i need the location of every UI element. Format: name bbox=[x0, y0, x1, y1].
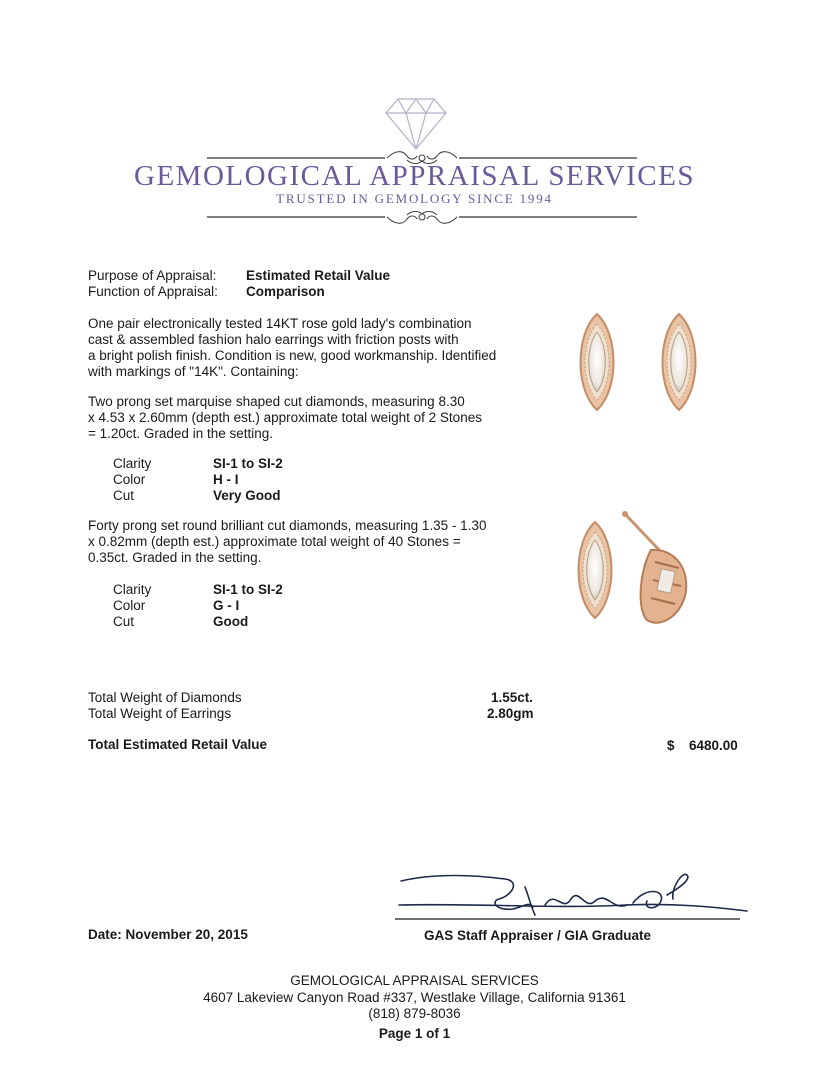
primary-clarity-label: Clarity bbox=[113, 456, 152, 471]
primary-color-value: H - I bbox=[213, 472, 239, 487]
logo-title: GEMOLOGICAL APPRAISAL SERVICES bbox=[134, 160, 695, 192]
secondary-clarity-value: SI-1 to SI-2 bbox=[213, 582, 283, 597]
stones-line: Forty prong set round brilliant cut diamonds, measuring 1.35 - 1.30 bbox=[88, 518, 487, 533]
function-label: Function of Appraisal: bbox=[88, 284, 218, 299]
primary-stones-description bbox=[88, 394, 518, 442]
secondary-cut-value: Good bbox=[213, 614, 249, 629]
purpose-value: Estimated Retail Value bbox=[246, 268, 391, 283]
total-retail-label: Total Estimated Retail Value bbox=[88, 737, 268, 752]
stones-line: x 4.53 x 2.60mm (depth est.) approximate total weight of 2 Stones bbox=[88, 410, 482, 425]
secondary-clarity-label: Clarity bbox=[113, 582, 152, 597]
logo-tagline: TRUSTED IN GEMOLOGY SINCE 1994 bbox=[276, 191, 553, 206]
secondary-color-value: G - I bbox=[213, 598, 240, 613]
secondary-stones-description bbox=[88, 518, 518, 566]
logo-bottom-rule bbox=[207, 207, 637, 227]
footer-address: 4607 Lakeview Canyon Road #337, Westlake Village, California 91361 bbox=[203, 990, 626, 1005]
description-line: a bright polish finish. Condition is new, good workmanship. Identified bbox=[88, 348, 497, 363]
currency-symbol: $ bbox=[667, 738, 675, 753]
earring-left-icon bbox=[581, 314, 614, 410]
primary-clarity-value: SI-1 to SI-2 bbox=[213, 456, 283, 471]
earring-back-icon bbox=[622, 511, 686, 623]
item-description bbox=[88, 316, 518, 380]
diamond-logo-icon bbox=[384, 95, 448, 151]
stones-line: x 0.82mm (depth est.) approximate total weight of 40 Stones = bbox=[88, 534, 461, 549]
total-diamonds-label: Total Weight of Diamonds bbox=[88, 690, 242, 705]
appraiser-title: GAS Staff Appraiser / GIA Graduate bbox=[424, 928, 652, 943]
secondary-color-label: Color bbox=[113, 598, 146, 613]
page-number: Page 1 of 1 bbox=[378, 1026, 451, 1041]
description-line: with markings of "14K". Containing: bbox=[88, 364, 299, 379]
purpose-label: Purpose of Appraisal: bbox=[88, 268, 217, 283]
description-line: One pair electronically tested 14KT rose gold lady's combination bbox=[88, 316, 472, 331]
total-earrings-value: 2.80gm bbox=[487, 706, 534, 721]
total-earrings-label: Total Weight of Earrings bbox=[88, 706, 232, 721]
primary-cut-label: Cut bbox=[113, 488, 135, 503]
appraiser-signature bbox=[395, 865, 755, 935]
stones-line: Two prong set marquise shaped cut diamonds, measuring 8.30 bbox=[88, 394, 465, 409]
primary-color-label: Color bbox=[113, 472, 146, 487]
earrings-side-photo bbox=[555, 510, 725, 635]
earring-right-icon bbox=[663, 314, 696, 410]
total-diamonds-value: 1.55ct. bbox=[491, 690, 534, 705]
earrings-front-photo bbox=[555, 308, 725, 418]
primary-cut-value: Very Good bbox=[213, 488, 281, 503]
total-retail-value: 6480.00 bbox=[689, 738, 738, 753]
description-line: cast & assembled fashion halo earrings with friction posts with bbox=[88, 332, 459, 347]
appraisal-date: Date: November 20, 2015 bbox=[88, 927, 248, 942]
stones-line: 0.35ct. Graded in the setting. bbox=[88, 550, 262, 565]
footer-phone: (818) 879-8036 bbox=[368, 1006, 461, 1021]
function-value: Comparison bbox=[246, 284, 325, 299]
footer-company: GEMOLOGICAL APPRAISAL SERVICES bbox=[290, 973, 539, 988]
stones-line: = 1.20ct. Graded in the setting. bbox=[88, 426, 273, 441]
earring-front-icon bbox=[579, 522, 612, 618]
secondary-cut-label: Cut bbox=[113, 614, 135, 629]
